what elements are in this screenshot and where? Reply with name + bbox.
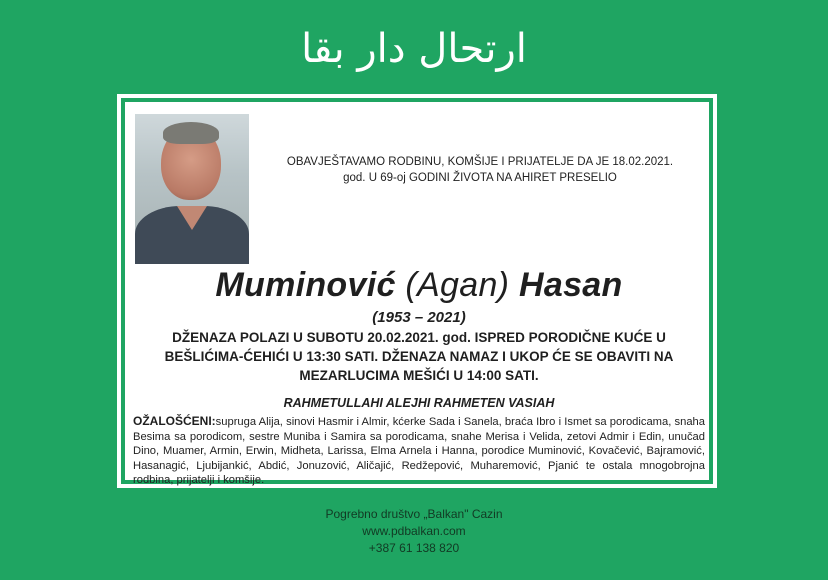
mourners-list — [133, 414, 705, 488]
intro-line-1: OBAVJEŠTAVAMO RODBINU, KOMŠIJE I PRIJATELJE DA JE 18.02.2021. — [286, 156, 674, 168]
surname: Muminović — [215, 266, 396, 304]
life-years: (1953 – 2021) — [372, 309, 466, 326]
company-phone: +387 61 138 820 — [368, 541, 460, 555]
given-name: Hasan — [519, 266, 623, 304]
company-website: www.pdbalkan.com — [362, 524, 466, 538]
arabic-calligraphy-header: ارتحال دار بقا — [301, 26, 527, 72]
funeral-company-footer — [0, 506, 828, 557]
intro-line-2: god. U 69-oj GODINI ŽIVOTA NA AHIRET PRESELIO — [343, 172, 617, 184]
obituary-card — [123, 100, 711, 487]
mourners-text: supruga Alija, sinovi Hasmir i Almir, kćerke Sada i Sanela, braća Ibro i Ismet sa porodicama, snaha Besima sa porodicom, sestre Muniba i Samira sa porodicama, snahe Merisa i Velida, zetovi Admir i Edin, unučad Dino, Muamer, Armin, Erwin, Midheta, Larissa, Elma Arnela i Hanna, porodice Muminović, Kovačević, Bajramović, Hasanagić, Ljubijankić, Abdić, Jonuzović, Aličajić, Redžepović, Muharemović, Pjanić te ostala mnogobrojna rodbina, prijatelji i komšije. — [133, 416, 705, 487]
nickname: (Agan) — [405, 266, 510, 304]
company-name: Pogrebno društvo „Balkan" Cazin — [325, 507, 503, 521]
deceased-name — [125, 265, 713, 305]
deceased-photo — [135, 114, 249, 264]
photo-hair — [163, 122, 219, 144]
announcement-intro — [260, 154, 700, 186]
funeral-details: DŽENAZA POLAZI U SUBOTU 20.02.2021. god. ISPRED PORODIČNE KUĆE U BEŠLIĆIMA-ĆEHIĆI U 13:30 SATI. DŽENAZA NAMAZ I UKOP ĆE SE OBAVITI NA MEZARLUCIMA MEŠIĆI U 14:00 SATI. — [164, 330, 674, 383]
prayer-line: RAHMETULLAHI ALEJHI RAHMETEN VASIAH — [283, 396, 555, 410]
mourners-label: OŽALOŠĆENI: — [133, 414, 216, 428]
